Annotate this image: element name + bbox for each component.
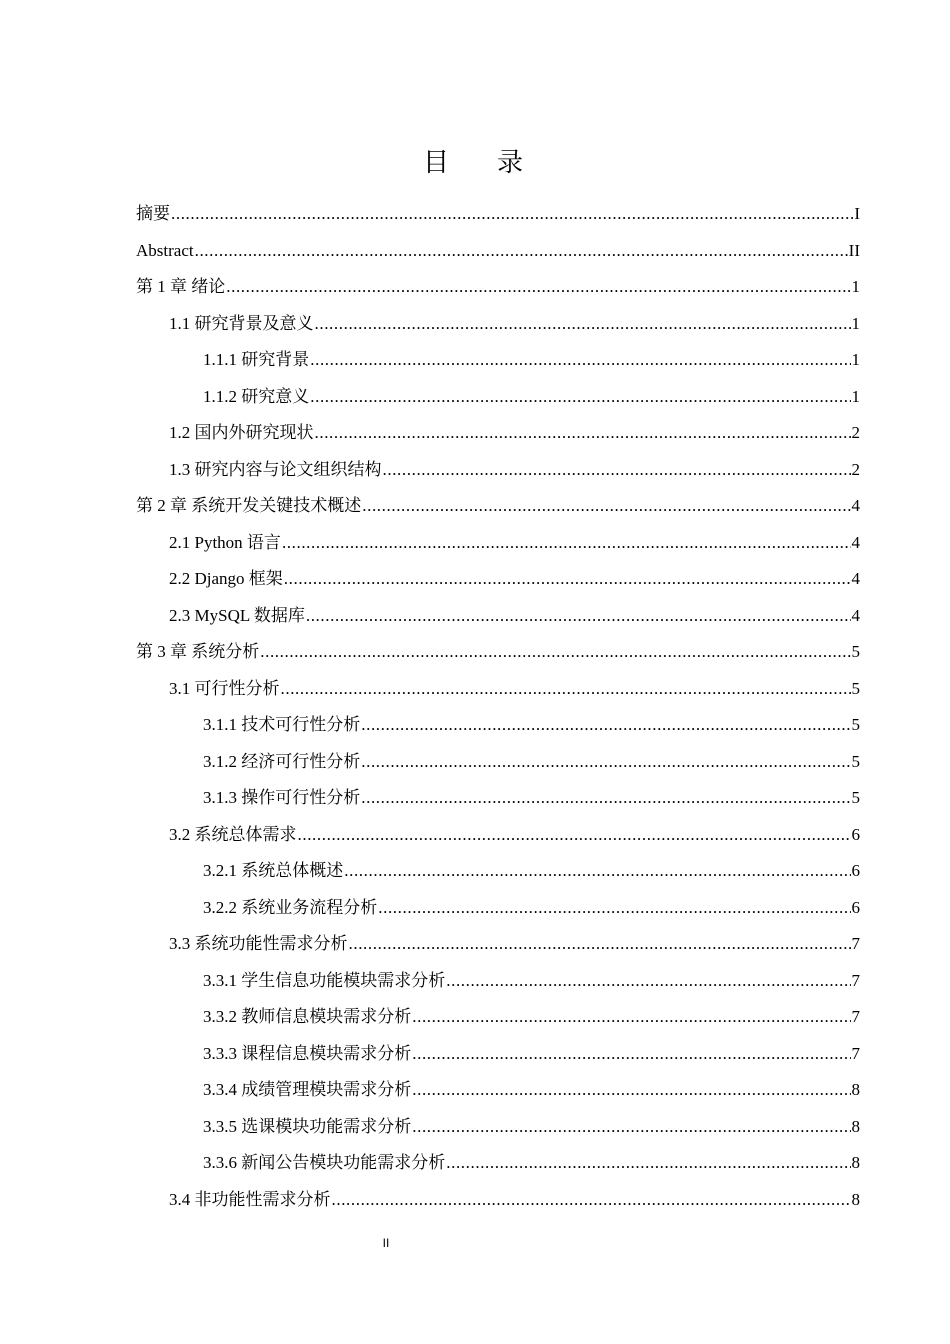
toc-entry-page-number: II: [848, 240, 860, 260]
toc-entry-label: 摘要: [136, 204, 170, 223]
toc-entry-page-number: 8: [851, 1116, 860, 1136]
toc-dot-leader: [284, 561, 851, 598]
toc-entry-page-number: 2: [851, 423, 860, 442]
toc-entry-page-number: 4: [851, 569, 860, 588]
page-number-footer: II: [382, 1236, 390, 1250]
toc-entry[interactable]: [136, 853, 860, 890]
toc-entry-page-number: I: [854, 204, 860, 223]
toc-dot-leader: [412, 1036, 850, 1073]
toc-entry[interactable]: [136, 379, 860, 416]
toc-entry[interactable]: [136, 452, 860, 489]
toc-entry[interactable]: [136, 890, 860, 927]
toc-entry-page-number: 5: [851, 751, 860, 771]
toc-entry-label: Abstract: [136, 240, 194, 260]
toc-dot-leader: [412, 1072, 850, 1109]
toc-entry-label: 第 1 章 绪论: [136, 277, 226, 296]
toc-entry-label: 1.1.1 研究背景: [203, 350, 310, 369]
toc-entry-page-number: 7: [851, 970, 860, 990]
toc-entry-label: 3.1.2 经济可行性分析: [203, 751, 361, 771]
toc-entry[interactable]: [136, 525, 860, 562]
toc-entry[interactable]: [136, 634, 860, 671]
toc-dot-leader: [195, 233, 848, 270]
toc-entry[interactable]: [136, 817, 860, 854]
toc-entry[interactable]: [136, 1072, 860, 1109]
toc-entry-page-number: 7: [851, 934, 860, 953]
toc-entry-label: 2.3 MySQL 数据库: [169, 605, 305, 625]
table-of-contents: [136, 196, 860, 1218]
toc-entry-page-number: 6: [851, 824, 860, 844]
toc-entry[interactable]: [136, 1036, 860, 1073]
toc-dot-leader: [310, 342, 850, 379]
toc-entry[interactable]: [136, 707, 860, 744]
toc-entry-page-number: 8: [851, 1080, 860, 1099]
toc-dot-leader: [362, 488, 850, 525]
toc-entry-page-number: 4: [851, 605, 860, 625]
toc-entry[interactable]: [136, 671, 860, 708]
toc-entry-page-number: 5: [851, 715, 860, 734]
toc-dot-leader: [349, 926, 851, 963]
toc-entry-label: 3.4 非功能性需求分析: [169, 1189, 331, 1209]
toc-entry-page-number: 5: [851, 642, 860, 661]
toc-entry-label: 1.3 研究内容与论文组织结构: [169, 459, 382, 479]
toc-entry-label: 1.1 研究背景及意义: [169, 313, 314, 333]
toc-entry[interactable]: [136, 926, 860, 963]
toc-entry[interactable]: [136, 598, 860, 635]
toc-dot-leader: [260, 634, 850, 671]
toc-dot-leader: [361, 744, 850, 781]
toc-entry-label: 3.3.5 选课模块功能需求分析: [203, 1116, 412, 1136]
toc-entry[interactable]: [136, 488, 860, 525]
toc-dot-leader: [306, 598, 851, 635]
toc-entry-page-number: 8: [851, 1153, 860, 1172]
toc-dot-leader: [412, 999, 850, 1036]
toc-entry[interactable]: [136, 1145, 860, 1182]
toc-entry-label: 3.1.3 操作可行性分析: [203, 788, 361, 807]
toc-entry-page-number: 7: [851, 1007, 860, 1026]
toc-entry-label: 3.3.1 学生信息功能模块需求分析: [203, 970, 446, 990]
toc-entry[interactable]: [136, 999, 860, 1036]
toc-dot-leader: [344, 853, 850, 890]
toc-entry-label: 3.3 系统功能性需求分析: [169, 934, 348, 953]
toc-entry-label: 3.1.1 技术可行性分析: [203, 715, 361, 734]
toc-entry-label: 2.1 Python 语言: [169, 532, 281, 552]
toc-dot-leader: [226, 269, 850, 306]
toc-entry-label: 3.3.4 成绩管理模块需求分析: [203, 1080, 412, 1099]
toc-entry[interactable]: [136, 342, 860, 379]
toc-entry-page-number: 6: [851, 897, 860, 917]
toc-entry-page-number: 8: [851, 1189, 860, 1209]
toc-entry-page-number: 1: [851, 313, 860, 333]
toc-entry[interactable]: [136, 196, 860, 233]
toc-entry[interactable]: [136, 415, 860, 452]
toc-entry-label: 第 3 章 系统分析: [136, 642, 260, 661]
toc-entry-label: 3.2.2 系统业务流程分析: [203, 897, 378, 917]
toc-entry-page-number: 6: [851, 861, 860, 880]
toc-entry[interactable]: [136, 1182, 860, 1219]
toc-entry-page-number: 2: [851, 459, 860, 479]
toc-entry-label: 1.2 国内外研究现状: [169, 423, 314, 442]
toc-entry-page-number: 7: [851, 1043, 860, 1063]
toc-entry-page-number: 5: [851, 678, 860, 698]
toc-entry-page-number: 1: [851, 277, 860, 296]
toc-dot-leader: [378, 890, 850, 927]
toc-dot-leader: [412, 1109, 850, 1146]
toc-entry[interactable]: [136, 744, 860, 781]
toc-entry-label: 第 2 章 系统开发关键技术概述: [136, 496, 362, 515]
toc-entry-label: 3.3.2 教师信息模块需求分析: [203, 1007, 412, 1026]
toc-dot-leader: [282, 525, 851, 562]
toc-entry[interactable]: [136, 269, 860, 306]
toc-dot-leader: [383, 452, 851, 489]
toc-entry-page-number: 5: [851, 788, 860, 807]
toc-entry-page-number: 4: [851, 532, 860, 552]
toc-dot-leader: [446, 1145, 850, 1182]
toc-dot-leader: [310, 379, 850, 416]
toc-dot-leader: [171, 196, 853, 233]
toc-dot-leader: [361, 707, 850, 744]
toc-entry[interactable]: [136, 1109, 860, 1146]
toc-entry-label: 1.1.2 研究意义: [203, 386, 310, 406]
toc-dot-leader: [361, 780, 850, 817]
toc-entry-label: 3.3.6 新闻公告模块功能需求分析: [203, 1153, 446, 1172]
toc-dot-leader: [332, 1182, 851, 1219]
toc-entry-label: 3.2 系统总体需求: [169, 824, 297, 844]
toc-entry-label: 3.1 可行性分析: [169, 678, 280, 698]
toc-dot-leader: [315, 306, 851, 343]
toc-entry[interactable]: [136, 561, 860, 598]
page-title: 目录: [422, 148, 571, 177]
toc-entry-label: 3.2.1 系统总体概述: [203, 861, 344, 880]
toc-dot-leader: [298, 817, 851, 854]
toc-entry-label: 3.3.3 课程信息模块需求分析: [203, 1043, 412, 1063]
toc-entry-page-number: 1: [851, 350, 860, 369]
toc-dot-leader: [281, 671, 851, 708]
toc-entry[interactable]: [136, 306, 860, 343]
toc-entry-label: 2.2 Django 框架: [169, 569, 283, 588]
toc-entry[interactable]: [136, 233, 860, 270]
toc-entry-page-number: 1: [851, 386, 860, 406]
toc-dot-leader: [446, 963, 850, 1000]
toc-dot-leader: [315, 415, 851, 452]
toc-entry-page-number: 4: [851, 496, 860, 515]
toc-entry[interactable]: [136, 963, 860, 1000]
toc-entry[interactable]: [136, 780, 860, 817]
